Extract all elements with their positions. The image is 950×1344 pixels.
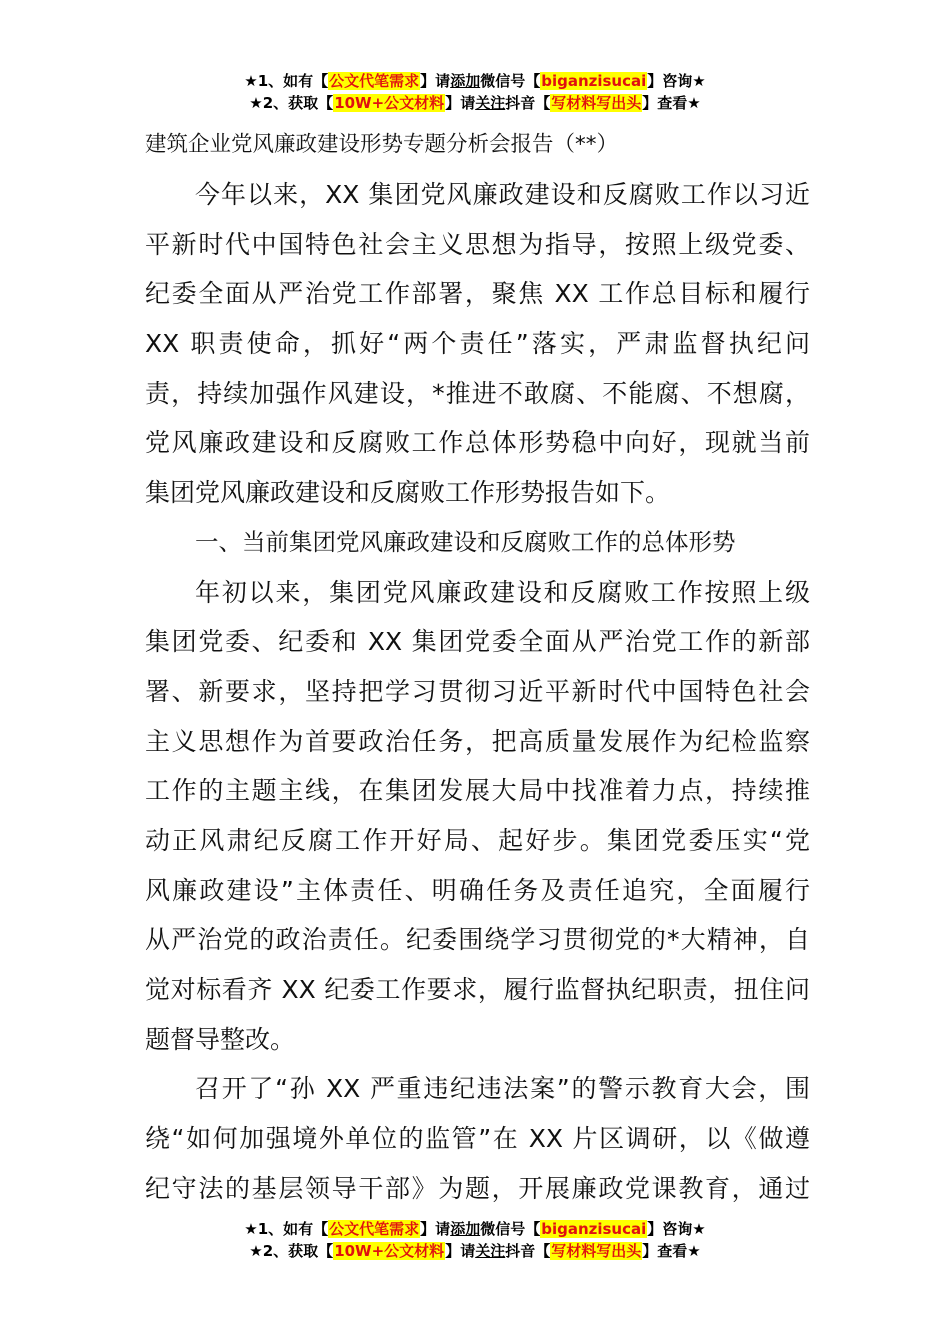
banner-text: ★2、获取【 — [249, 94, 334, 112]
banner-text: 】请 — [445, 1242, 476, 1260]
body-line: 主义思想作为首要政治任务，把高质量发展作为纪检监察 — [145, 726, 810, 756]
body-line: 平新时代中国特色社会主义思想为指导，按照上级党委、 — [145, 229, 810, 259]
bottom-banner — [0, 1218, 950, 1262]
body-line: 从严治党的政治责任。纪委围绕学习贯彻党的*大精神，自 — [145, 925, 810, 955]
body-line: 动正风肃纪反腐工作开好局、起好步。集团党委压实“党 — [145, 825, 810, 855]
body-line: XX 职责使命，抓好“两个责任”落实，严肃监督执纪问 — [145, 329, 810, 359]
banner-highlight: biganzisucai — [541, 1220, 647, 1238]
banner-line-2 — [0, 92, 950, 114]
banner-highlight: 10W+公文材料 — [334, 94, 445, 112]
banner-highlight: biganzisucai — [541, 72, 647, 90]
banner-underline: 添加 — [450, 72, 481, 90]
body-line: 纪守法的基层领导干部》为题，开展廉政党课教育，通过 — [145, 1173, 810, 1203]
banner-text: 】请 — [420, 72, 451, 90]
body-line: 绕“如何加强境外单位的监管”在 XX 片区调研，以《做遵 — [145, 1124, 810, 1154]
body-line: 召开了“孙 XX 严重违纪违法案”的警示教育大会，围 — [195, 1074, 810, 1104]
banner-line-1 — [0, 1218, 950, 1240]
banner-text: 抖音【 — [505, 94, 551, 112]
banner-text: 抖音【 — [505, 1242, 551, 1260]
banner-text: 微信号【 — [480, 1220, 541, 1238]
body-line: 责，持续加强作风建设，*推进不敢腐、不能腐、不想腐， — [145, 378, 810, 408]
banner-highlight: 公文代笔需求 — [329, 1220, 420, 1238]
body-line: 集团党风廉政建设和反腐败工作形势报告如下。 — [145, 478, 671, 508]
document-body — [145, 170, 810, 1213]
body-line: 工作的主题主线，在集团发展大局中找准着力点，持续推 — [145, 776, 810, 806]
body-line: 署、新要求，坚持把学习贯彻习近平新时代中国特色社会 — [145, 676, 810, 706]
body-line: 纪委全面从严治党工作部署，聚焦 XX 工作总目标和履行 — [145, 279, 810, 309]
body-line: 题督导整改。 — [145, 1024, 296, 1054]
body-line: 党风廉政建设和反腐败工作总体形势稳中向好，现就当前 — [145, 428, 810, 458]
banner-text: ★1、如有【 — [244, 72, 329, 90]
section-heading: 一、当前集团党风廉政建设和反腐败工作的总体形势 — [195, 527, 736, 556]
banner-text: ★2、获取【 — [249, 1242, 334, 1260]
top-banner — [0, 70, 950, 114]
banner-text: 】请 — [420, 1220, 451, 1238]
banner-highlight: 写材料写出头 — [551, 94, 642, 112]
body-line: 年初以来，集团党风廉政建设和反腐败工作按照上级 — [195, 577, 810, 607]
body-line: 集团党委、纪委和 XX 集团党委全面从严治党工作的新部 — [145, 627, 810, 657]
body-line: 今年以来，XX 集团党风廉政建设和反腐败工作以习近 — [195, 180, 810, 209]
banner-text: 】咨询★ — [647, 1220, 706, 1238]
banner-underline: 关注 — [475, 94, 506, 112]
document-title: 建筑企业党风廉政建设形势专题分析会报告（**） — [145, 132, 619, 157]
banner-text: 】查看★ — [642, 1242, 701, 1260]
body-line: 觉对标看齐 XX 纪委工作要求，履行监督执纪职责，扭住问 — [145, 975, 810, 1004]
banner-underline: 添加 — [450, 1220, 481, 1238]
banner-line-2 — [0, 1240, 950, 1262]
banner-text: 】查看★ — [642, 94, 701, 112]
banner-line-1 — [0, 70, 950, 92]
banner-text: 微信号【 — [480, 72, 541, 90]
banner-underline: 关注 — [475, 1242, 506, 1260]
banner-text: ★1、如有【 — [244, 1220, 329, 1238]
banner-highlight: 公文代笔需求 — [329, 72, 420, 90]
banner-highlight: 10W+公文材料 — [334, 1242, 445, 1260]
banner-highlight: 写材料写出头 — [551, 1242, 642, 1260]
banner-text: 】请 — [445, 94, 476, 112]
body-line: 风廉政建设”主体责任、明确任务及责任追究，全面履行 — [145, 875, 810, 905]
banner-text: 】咨询★ — [647, 72, 706, 90]
